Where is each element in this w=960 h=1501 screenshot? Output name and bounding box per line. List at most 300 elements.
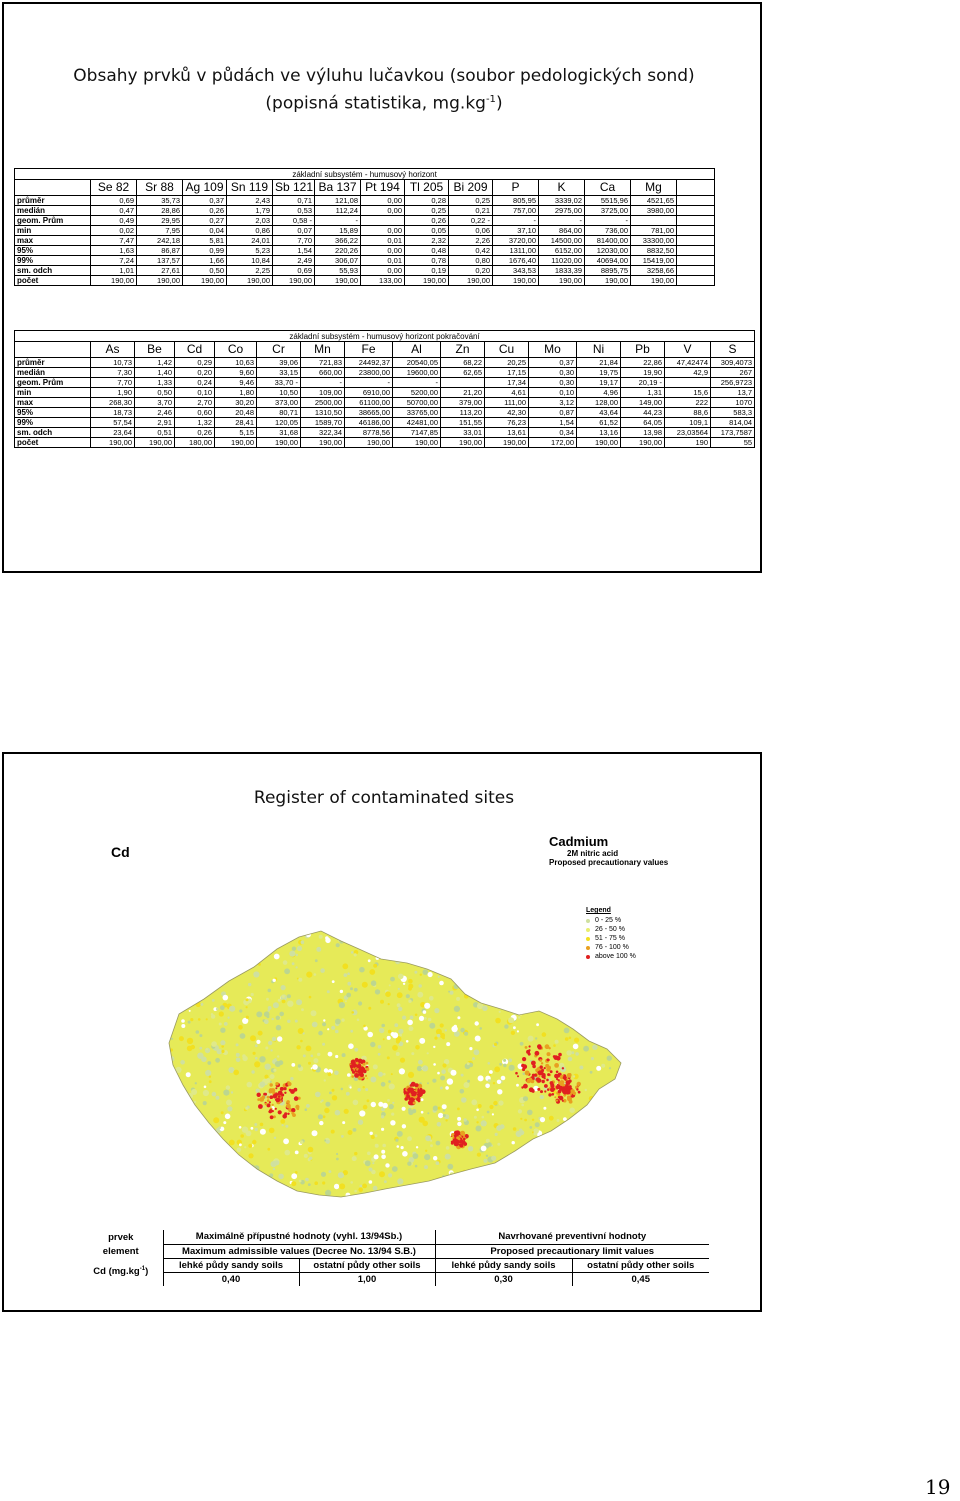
map-dot	[170, 1170, 173, 1173]
map-dot	[511, 1031, 515, 1035]
map-dot	[543, 1107, 546, 1110]
column-header: Be	[135, 342, 175, 358]
map-dot	[295, 1020, 298, 1023]
map-dot	[608, 1121, 611, 1124]
table-cell: 42,30	[485, 408, 529, 418]
legend-label: 26 - 50 %	[595, 926, 625, 933]
table-cell: 19,17	[577, 378, 621, 388]
map-dot	[197, 996, 202, 1001]
map-dot	[503, 1059, 506, 1062]
map-dot	[265, 1064, 271, 1070]
map-dot	[440, 1076, 445, 1081]
map-dot	[379, 1171, 385, 1177]
map-dot	[250, 1035, 256, 1041]
map-dot	[397, 1003, 401, 1007]
map-hotspot-dot	[269, 1088, 273, 1092]
map-hotspot-dot	[558, 1090, 562, 1094]
map-dot	[553, 1153, 556, 1156]
map-dot	[559, 1003, 561, 1005]
map-dot	[344, 1109, 349, 1114]
map-dot	[603, 924, 607, 928]
table-cell: 109,1	[665, 418, 711, 428]
map-hotspot-dot	[544, 1077, 546, 1079]
map-dot	[388, 1030, 392, 1034]
table-cell: 0,26	[405, 216, 449, 226]
map-dot	[538, 1177, 544, 1183]
map-dot	[451, 1179, 454, 1182]
table-cell: 0,06	[449, 226, 493, 236]
map-dot	[362, 942, 367, 947]
map-dot	[346, 993, 351, 998]
map-dot	[418, 958, 420, 960]
map-dot	[610, 1148, 616, 1154]
map-dot	[470, 919, 474, 922]
map-dot	[176, 1114, 182, 1120]
map-dot	[522, 1005, 525, 1008]
map-hotspot-dot	[535, 1051, 540, 1056]
map-dot	[415, 1045, 420, 1050]
map-dot	[367, 1152, 371, 1156]
table-cell: 46186,00	[345, 418, 393, 428]
map-dot	[429, 996, 434, 1001]
map-dot	[620, 1106, 625, 1111]
map-dot	[322, 1043, 325, 1046]
map-dot	[554, 981, 560, 987]
map-dot	[198, 1199, 201, 1202]
map-dot	[395, 1195, 398, 1198]
map-dot	[237, 1203, 241, 1207]
map-dot	[339, 1002, 345, 1008]
map-dot	[487, 1111, 490, 1114]
map-hotspot-dot	[576, 1088, 578, 1090]
map-dot	[414, 928, 417, 931]
map-dot	[387, 1099, 390, 1102]
map-dot	[247, 1082, 253, 1088]
map-dot	[542, 1032, 547, 1037]
map-dot	[588, 926, 591, 929]
map-dot	[308, 1183, 311, 1186]
map-dot	[256, 1040, 260, 1044]
map-dot	[357, 1019, 360, 1022]
map-hotspot-dot	[456, 1136, 459, 1139]
column-header: Fe	[345, 342, 393, 358]
map-dot	[245, 1165, 249, 1169]
map-dot	[406, 1040, 409, 1043]
table-cell-empty	[677, 266, 715, 276]
map-dot	[569, 1037, 572, 1040]
map-dot	[400, 1058, 405, 1063]
map-hotspot-dot	[562, 1091, 564, 1093]
map-dot	[471, 1099, 477, 1105]
map-dot	[201, 1195, 207, 1201]
map-dot	[622, 1090, 627, 1095]
map-dot	[399, 1034, 402, 1037]
map-dot	[297, 946, 302, 951]
table-cell: 2,26	[449, 236, 493, 246]
map-dot	[354, 988, 358, 992]
map-dot	[576, 988, 581, 993]
table-cell: 583,3	[711, 408, 755, 418]
map-dot	[243, 930, 248, 935]
map-dot	[358, 1001, 362, 1005]
limits-value-4: 0,45	[631, 1273, 650, 1285]
table-cell: 4,61	[485, 388, 529, 398]
map-dot	[432, 1079, 436, 1083]
map-dot	[253, 971, 259, 977]
map-dot	[585, 1089, 587, 1091]
map-dot	[380, 1000, 384, 1004]
table-cell: 220,26	[315, 246, 361, 256]
map-dot	[176, 1174, 182, 1180]
map-dot	[481, 1193, 487, 1199]
map-dot	[504, 1024, 508, 1028]
legend-label: 51 - 75 %	[595, 935, 625, 942]
map-dot	[363, 1025, 366, 1028]
table-cell: 2,43	[227, 196, 273, 206]
map-dot	[268, 989, 272, 993]
map-dot	[447, 954, 450, 957]
map-dot	[198, 952, 203, 957]
map-dot	[236, 1058, 241, 1063]
table-cell: 88,6	[665, 408, 711, 418]
map-dot	[168, 1158, 171, 1161]
table-cell: 190,00	[345, 438, 393, 448]
map-dot	[255, 1057, 258, 1060]
map-dot	[248, 1153, 253, 1158]
map-dot	[550, 944, 553, 947]
table-cell: -	[345, 378, 393, 388]
map-hotspot-dot	[522, 1068, 525, 1071]
map-dot	[457, 1122, 461, 1126]
row-label: průměr	[15, 358, 91, 368]
map-dot	[284, 968, 290, 974]
map-dot	[342, 1053, 346, 1057]
map-dot	[457, 1117, 461, 1121]
table-cell: 379,00	[441, 398, 485, 408]
map-dot	[530, 935, 534, 939]
map-dot	[174, 1075, 177, 1078]
table-cell: -	[493, 216, 539, 226]
table-cell: -	[301, 378, 345, 388]
map-dot	[268, 1041, 272, 1045]
table-cell	[631, 216, 677, 226]
map-dot	[328, 1170, 331, 1173]
map-dot	[526, 1173, 528, 1175]
map-dot	[194, 981, 199, 986]
map-dot	[198, 974, 204, 980]
table-cell: 5515,96	[585, 196, 631, 206]
map-dot	[590, 954, 594, 958]
map-dot	[187, 1038, 193, 1044]
table-cell: 1,42	[135, 358, 175, 368]
map-dot	[410, 1016, 414, 1020]
map-dot	[535, 1122, 540, 1127]
map-dot	[256, 939, 262, 945]
map-dot	[159, 1084, 164, 1089]
map-dot	[287, 1001, 293, 1007]
limits-light-2: lehké půdy sandy soils	[435, 1258, 572, 1272]
table-cell: 0,47	[91, 206, 137, 216]
map-dot	[203, 1101, 207, 1105]
map-dot	[260, 1123, 264, 1127]
table-cell: 13,98	[621, 428, 665, 438]
map-dot	[332, 1095, 337, 1100]
map-hotspot-dot	[570, 1089, 575, 1094]
table-cell-empty	[677, 226, 715, 236]
table-cell: 1,80	[215, 388, 257, 398]
map-dot	[512, 1141, 515, 1144]
table-cell: 14500,00	[539, 236, 585, 246]
table-cell: 190,00	[485, 438, 529, 448]
map-dot	[406, 1191, 408, 1193]
map-dot	[295, 954, 298, 957]
map-dot	[322, 1022, 326, 1026]
map-dot	[327, 1028, 329, 1030]
map-dot	[481, 1120, 487, 1126]
map-hotspot-dot	[538, 1046, 542, 1050]
map-dot	[346, 1193, 351, 1198]
map-dot	[460, 1028, 465, 1033]
table-cell: 1,01	[91, 266, 137, 276]
table-cell: 15,89	[315, 226, 361, 236]
map-dot	[561, 1000, 567, 1006]
map-dot	[172, 1175, 174, 1177]
map-dot	[181, 1204, 183, 1206]
map-dot	[199, 1047, 202, 1050]
table-cell: 322,34	[301, 428, 345, 438]
map-dot	[497, 1080, 501, 1084]
table-cell: 6152,00	[539, 246, 585, 256]
map-dot	[251, 1184, 255, 1188]
map-hotspot-dot	[363, 1063, 366, 1066]
map-dot	[285, 1196, 289, 1200]
table-cell: 1,79	[227, 206, 273, 216]
limits-value-1: 0,40	[163, 1272, 299, 1286]
map-dot	[474, 1116, 477, 1119]
page-number: 19	[925, 1475, 951, 1499]
map-dot	[325, 1190, 331, 1196]
map-dot	[202, 978, 208, 984]
table-cell: 3258,66	[631, 266, 677, 276]
map-dot	[474, 1049, 480, 1055]
map-dot	[510, 994, 512, 996]
map-dot	[215, 1183, 218, 1186]
map-dot	[546, 1203, 548, 1205]
map-dot	[528, 1036, 534, 1042]
map-hotspot-dot	[526, 1079, 531, 1084]
map-hotspot-dot	[459, 1144, 461, 1146]
map-hotspot-dot	[460, 1139, 464, 1143]
map-dot	[616, 968, 622, 974]
map-dot	[378, 1045, 382, 1049]
map-dot	[381, 1150, 385, 1154]
map-dot	[580, 962, 584, 966]
map-dot	[345, 1000, 347, 1002]
map-dot	[428, 972, 433, 977]
map-dot	[325, 1102, 330, 1107]
map-dot	[489, 1070, 493, 1074]
map-dot	[583, 973, 589, 979]
map-dot	[176, 1140, 182, 1146]
map-dot	[461, 1097, 467, 1103]
map-dot	[425, 1135, 431, 1141]
map-dot	[215, 1184, 220, 1189]
map-dot	[433, 1106, 438, 1111]
map-dot	[300, 1200, 304, 1204]
table-row	[15, 378, 755, 388]
row-label: počet	[15, 276, 91, 286]
map-dot	[350, 1086, 352, 1088]
row-label: sm. odch	[15, 266, 91, 276]
map-dot	[467, 1062, 470, 1065]
limits-prop-cz: Navrhované preventivní hodnoty	[435, 1230, 709, 1244]
map-dot	[329, 1092, 332, 1095]
map-dot	[602, 1012, 607, 1017]
map-dot	[457, 1108, 460, 1111]
map-dot	[506, 967, 511, 972]
map-dot	[351, 940, 356, 945]
table-cell: 0,10	[175, 388, 215, 398]
row-label: 99%	[15, 256, 91, 266]
map-dot	[436, 1161, 440, 1165]
map-hotspot-dot	[267, 1099, 270, 1102]
table-cell: 0,50	[183, 266, 227, 276]
map-dot	[472, 1057, 475, 1060]
map-dot	[610, 1135, 616, 1141]
map-dot	[350, 1030, 353, 1033]
map-dot	[175, 928, 181, 934]
map-dot	[387, 1056, 390, 1059]
map-hotspot-dot	[526, 1050, 530, 1054]
map-dot	[547, 1002, 552, 1007]
map-dot	[282, 1206, 285, 1209]
map-dot	[493, 1101, 497, 1105]
map-dot	[319, 1121, 323, 1125]
map-dot	[567, 967, 572, 972]
map-subtitle-2: Proposed precautionary values	[549, 858, 669, 867]
slide-title	[4, 64, 762, 116]
map-dot	[159, 1008, 162, 1013]
table-cell: 190,00	[135, 438, 175, 448]
map-dot	[264, 1019, 269, 1024]
map-dot	[365, 1160, 371, 1166]
table-cell: 50700,00	[393, 398, 441, 408]
column-header: Se 82	[91, 180, 137, 196]
map-dot	[316, 947, 321, 952]
map-dot	[464, 1118, 467, 1121]
map-dot	[237, 929, 239, 931]
map-dot	[407, 1162, 411, 1166]
map-hotspot-dot	[515, 1072, 518, 1075]
map-dot	[516, 925, 520, 929]
map-dot	[481, 1146, 487, 1152]
map-dot	[504, 980, 507, 983]
table-cell: 1,40	[135, 368, 175, 378]
map-dot	[167, 966, 171, 970]
table-cell: 190,00	[405, 276, 449, 286]
table-cell: 61,52	[577, 418, 621, 428]
map-dot	[392, 1045, 398, 1051]
map-dot	[388, 1173, 392, 1177]
map-dot	[471, 939, 476, 944]
map-dot	[496, 934, 501, 939]
table-cell: 0,42	[449, 246, 493, 256]
map-dot	[223, 1164, 229, 1170]
map-dot	[468, 1170, 471, 1173]
map-dot	[574, 1192, 578, 1196]
map-dot	[612, 1096, 616, 1100]
map-dot	[177, 977, 182, 982]
map-dot	[322, 1181, 325, 1184]
map-dot	[433, 1156, 437, 1160]
map-dot	[323, 1019, 325, 1021]
map-dot	[209, 1076, 211, 1078]
map-dot	[236, 1053, 240, 1057]
map-dot	[287, 1020, 290, 1023]
map-dot	[524, 1119, 527, 1122]
map-dot	[350, 1181, 353, 1184]
map-dot	[595, 1028, 599, 1032]
map-dot	[617, 1203, 620, 1206]
title-line-1: Obsahy prvků v půdách ve výluhu lučavkou (soubor pedologických sond)	[73, 66, 695, 86]
map-dot	[221, 1045, 224, 1048]
table-cell: 39,06	[257, 358, 301, 368]
map-dot	[413, 1204, 418, 1209]
map-dot	[574, 1126, 580, 1132]
map-dot	[407, 1136, 412, 1141]
map-dot	[295, 1151, 299, 1155]
table-cell: 0,00	[361, 266, 405, 276]
map-dot	[272, 1037, 277, 1042]
row-label: 95%	[15, 408, 91, 418]
map-dot	[476, 1192, 479, 1195]
map-dot	[467, 1080, 470, 1083]
map-dot	[169, 1203, 174, 1208]
map-dot	[342, 963, 348, 969]
table-cell-empty	[677, 216, 715, 226]
map-dot	[493, 1082, 495, 1084]
map-dot	[223, 995, 229, 1001]
map-dot	[207, 1061, 211, 1065]
table-cell: 373,00	[257, 398, 301, 408]
map-dot	[242, 966, 247, 971]
map-dot	[504, 993, 507, 996]
map-dot	[612, 961, 615, 964]
row-label: 95%	[15, 246, 91, 256]
map-dot	[399, 1068, 405, 1074]
map-dot	[488, 1079, 491, 1082]
map-dot	[473, 963, 477, 967]
map-dot	[619, 1038, 625, 1044]
map-hotspot-dot	[278, 1095, 281, 1098]
row-label: 99%	[15, 418, 91, 428]
map-dot	[270, 1049, 272, 1051]
map-dot	[501, 1076, 506, 1081]
map-dot	[509, 1065, 515, 1071]
map-dot	[240, 1134, 244, 1138]
map-dot	[164, 926, 168, 930]
map-dot	[419, 919, 425, 923]
map-dot	[274, 954, 280, 960]
map-dot	[168, 1017, 173, 1022]
table-cell: 112,24	[315, 206, 361, 216]
map-dot	[159, 1172, 162, 1175]
map-dot	[527, 952, 530, 955]
map-dot	[287, 994, 291, 998]
table-cell: 2975,00	[539, 206, 585, 216]
map-dot	[472, 1191, 475, 1194]
map-dot	[239, 1161, 242, 1164]
